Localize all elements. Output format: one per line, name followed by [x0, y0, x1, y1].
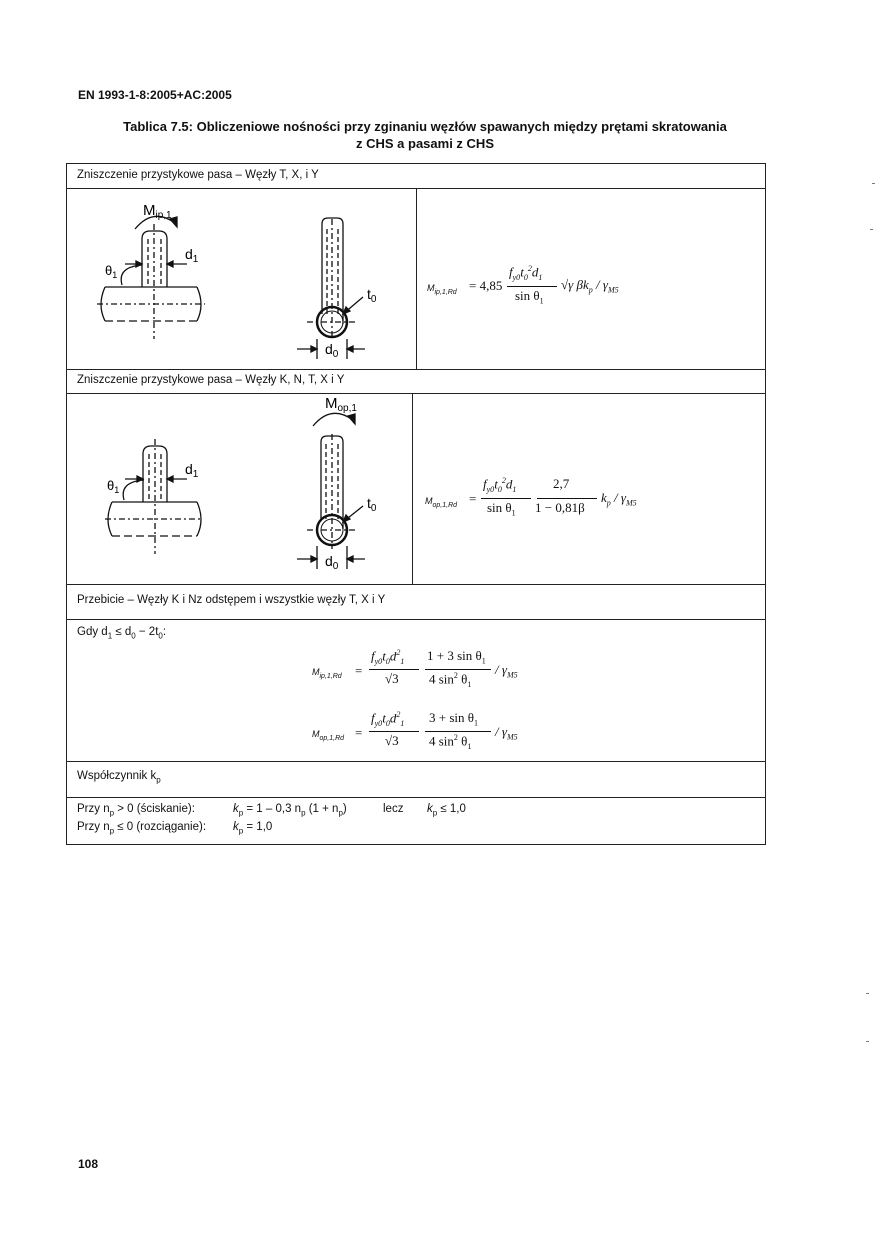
row-label-kp: Współczynnik $k_p$	[77, 770, 161, 785]
column-divider	[416, 188, 417, 369]
scan-speck	[866, 1041, 869, 1042]
d1-label: $d_1$	[185, 461, 199, 480]
scan-speck	[866, 993, 869, 994]
kp-tension-row: Przy $n_p \le 0$ (rozciąganie):	[77, 821, 207, 836]
scan-speck	[870, 229, 873, 230]
t0-label: $t_0$	[367, 286, 377, 305]
condition-text: Gdy $d_1 \le d_0 - 2t_0$:	[77, 626, 167, 641]
caption-line-2: z CHS a pasami z CHS	[356, 136, 494, 151]
theta-label: $\theta_1$	[105, 263, 118, 280]
d0-label: $d_0$	[325, 341, 339, 360]
kp-compression-formula: $k_p = 1 - 0,3$ $n_p$ $(1 + n_p)$	[233, 803, 347, 818]
kp-compression-row: Przy $n_p > 0$ (ściskanie):	[77, 803, 195, 818]
page-number: 108	[78, 1157, 99, 1171]
joint-figure-out-of-plane	[67, 394, 411, 584]
resistance-table: Zniszczenie przystykowe pasa – Węzły T, X, i Y Zniszczenie przystykowe pasa – Węzły K, N, T, X i Y Przebicie – Węzły K i Nz odstępem i wszystkie węzły T, X i Y Współczynnik $k_p$ $M_{ip,1}$ $d_1$ $\theta_1$ $t_0$ $d_0$ $M_{ip,1,Rd}$ = 4,85 $f_{y0}t_0^2d_1$ $\sin \theta_1$ √γ $\beta k_p / \gamma_{M5}$ $M_{op,1}$ $d_1$ $\theta_1$ $t_0$ $d_0$ $M_{op,1,Rd}$ = $f_{y0}t_0^2d_1$ $\sin \theta_1$ 2,7 1 − 0,81β $k_p / \gamma_{M5}$ Gdy $d_1 \le d_0 - 2t_0$: $M_{ip,1,Rd}$ = $f_{y0}t_0d^2_1$ √3 1 + 3 $\sin \theta_1$ 4 $\sin^2 \theta_1$ / $\gamma_{M5}$ $M_{op,1,Rd}$ = $f_{y0}t_0d^2_1$ √3 $3 + \sin \theta_1$ 4 $\sin^2 \theta_1$ / $\gamma_{M5}$ Przy $n_p > 0$ (ściskanie): $k_p = 1 - 0,3$ $n_p$ $(1 + n_p)$ lecz $k_p \le 1,0$ Przy $n_p \le 0$ (rozciąganie): $k_p = 1,0$	[66, 163, 766, 845]
joint-figure-in-plane	[67, 189, 415, 369]
kp-limit: $k_p \le 1,0$	[427, 803, 466, 818]
kp-tension-formula: $k_p = 1,0$	[233, 821, 273, 836]
row-divider	[67, 797, 765, 798]
table-caption	[80, 118, 770, 152]
scan-speck	[872, 183, 875, 184]
column-divider	[412, 393, 413, 584]
row-label-punching-shear: Przebicie – Węzły K i Nz odstępem i wszystkie węzły T, X i Y	[77, 594, 386, 606]
d0-label: $d_0$	[325, 553, 339, 572]
moment-label: $M_{ip,1}$	[143, 202, 172, 221]
row-divider	[67, 619, 765, 620]
row-divider	[67, 369, 765, 370]
theta-label: $\theta_1$	[107, 478, 120, 495]
t0-label: $t_0$	[367, 495, 377, 514]
row-divider	[67, 584, 765, 585]
d1-label: $d_1$	[185, 246, 199, 265]
kp-but-text: lecz	[383, 803, 404, 815]
moment-label: $M_{op,1}$	[325, 395, 357, 414]
standard-header: EN 1993-1-8:2005+AC:2005	[78, 88, 232, 102]
row-divider	[67, 761, 765, 762]
row-label-chord-face-1: Zniszczenie przystykowe pasa – Węzły T, X, i Y	[77, 169, 319, 181]
row-label-chord-face-2: Zniszczenie przystykowe pasa – Węzły K, N, T, X i Y	[77, 374, 345, 386]
caption-line-1: Tablica 7.5: Obliczeniowe nośności przy zginaniu węzłów spawanych między prętami skratowania	[123, 119, 727, 134]
